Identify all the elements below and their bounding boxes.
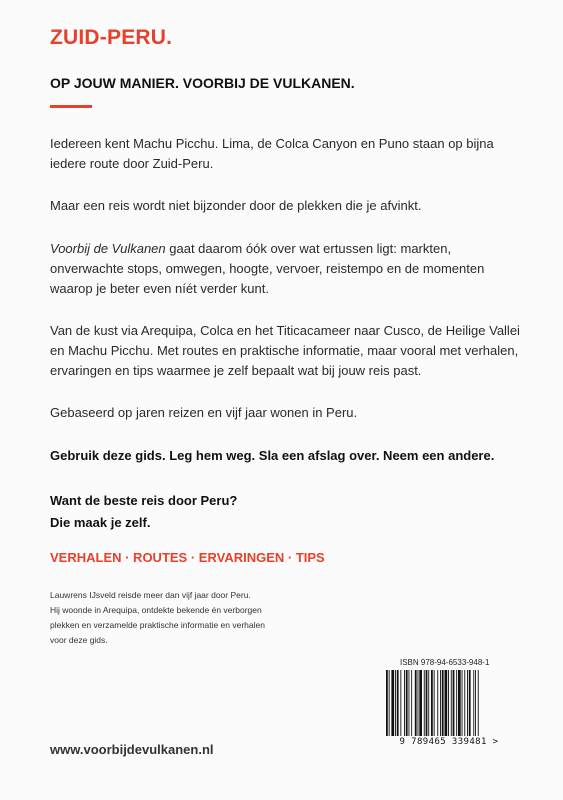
barcode-digits: 9 789465 339481 > <box>399 737 499 747</box>
subtitle: OP JOUW MANIER. VOORBIJ DE VULKANEN. <box>50 75 355 91</box>
paragraph-route: Van de kust via Arequipa, Colca en het Titicacameer naar Cusco, de Heilige Vallei en Machu Picchu. Met routes en praktische informatie, maar vooral met verhalen, ervaringen en tips waarmee je zelf bepaalt wat bij jouw reis past. <box>50 323 520 378</box>
paragraph-intro: Iedereen kent Machu Picchu. Lima, de Colca Canyon en Puno staan op bijna iedere route door Zuid-Peru. <box>50 136 494 171</box>
paragraph-checklist: Maar een reis wordt niet bijzonder door de plekken die je afvinkt. <box>50 198 422 213</box>
paragraph-call-to-action: Gebruik deze gids. Leg hem weg. Sla een afslag over. Neem een andere. <box>50 448 495 463</box>
page-title: ZUID-PERU. <box>50 26 173 49</box>
paragraph-in-between-text: gaat daarom óók over wat ertussen ligt: markten, onverwachte stops, omwegen, hoogte, vervoer, reistempo en de momenten waarop je beter even níét verder kunt. <box>50 241 485 296</box>
paragraph-closing <box>50 490 520 534</box>
paragraph-in-between <box>50 239 520 299</box>
paragraph-experience: Gebaseerd op jaren reizen en vijf jaar wonen in Peru. <box>50 405 358 420</box>
author-bio <box>50 588 350 648</box>
barcode-image <box>384 670 514 736</box>
website-url: www.voorbijdevulkanen.nl <box>50 742 214 757</box>
bio-line: Hij woonde in Arequipa, ontdekte bekende én verborgen <box>50 605 262 615</box>
isbn-label: ISBN 978-94-6533-948-1 <box>400 658 490 667</box>
bio-line: voor deze gids. <box>50 635 108 645</box>
category-tags: VERHALEN · ROUTES · ERVARINGEN · TIPS <box>50 550 325 565</box>
accent-rule <box>50 105 92 108</box>
bio-line: Lauwrens IJsveld reisde meer dan vijf jaar door Peru. <box>50 590 251 600</box>
closing-line-2: Die maak je zelf. <box>50 515 151 530</box>
bio-line: plekken en verzamelde praktische informatie en verhalen <box>50 620 265 630</box>
book-title-italic: Voorbij de Vulkanen <box>50 241 166 256</box>
closing-line-1: Want de beste reis door Peru? <box>50 493 238 508</box>
